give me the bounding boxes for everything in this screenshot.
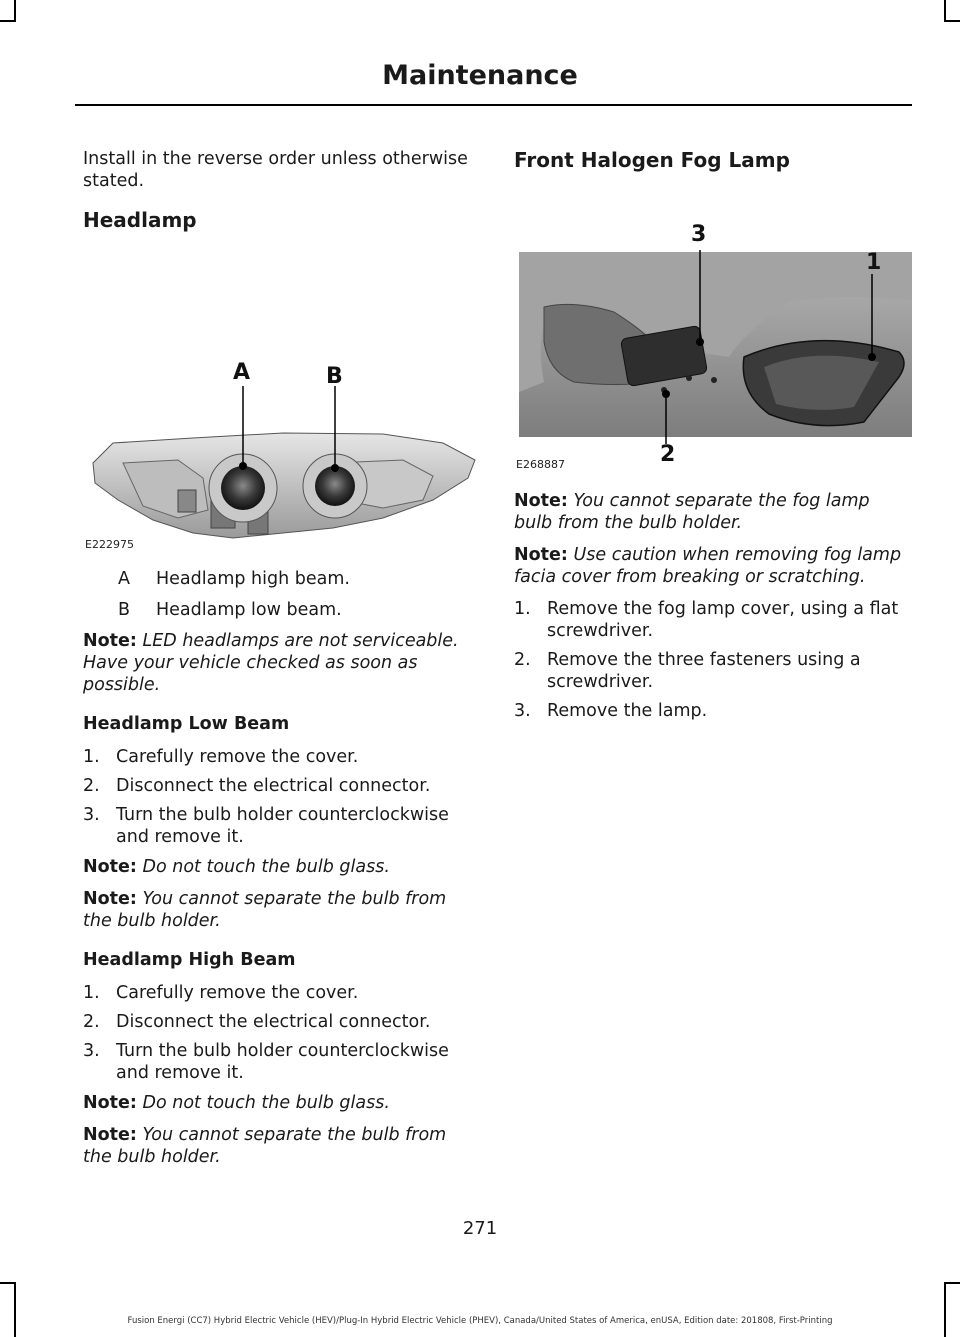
fog-lamp-heading: Front Halogen Fog Lamp	[514, 148, 790, 172]
callout-a: A	[233, 360, 251, 385]
crop-mark-bottom-left-v	[14, 1282, 16, 1337]
list-item	[83, 746, 477, 768]
intro-text: Install in the reverse order unless otherwise stated.	[83, 149, 468, 191]
figure-code: E222975	[85, 538, 134, 551]
step-text: Remove the three fasteners using a screwdriver.	[547, 650, 861, 692]
page-number: 271	[462, 1218, 498, 1239]
note-text: You cannot separate the bulb from the bulb holder.	[83, 1125, 447, 1167]
right-column	[514, 148, 912, 730]
step-number: 1.	[83, 983, 100, 1003]
note-text: You cannot separate the fog lamp bulb from the bulb holder.	[514, 491, 870, 533]
step-text: Turn the bulb holder counterclockwise and remove it.	[116, 1041, 449, 1083]
legend-text: Headlamp low beam.	[156, 600, 342, 620]
note-label: Note:	[514, 491, 568, 511]
crop-mark-top-right-v	[944, 0, 946, 22]
note-low-beam-2	[83, 888, 477, 932]
fog-lamp-steps	[514, 598, 912, 722]
headlamp-heading: Headlamp	[83, 208, 197, 232]
crop-mark-bottom-left-h	[0, 1282, 16, 1284]
legend-text: Headlamp high beam.	[156, 569, 350, 589]
crop-mark-top-right-h	[944, 20, 960, 22]
note-label: Note:	[514, 545, 568, 565]
note-label: Note:	[83, 857, 137, 877]
crop-mark-top-left-v	[14, 0, 16, 22]
footer-text: Fusion Energi (CC7) Hybrid Electric Vehicle (HEV)/Plug-In Hybrid Electric Vehicle (PHEV), Canada/United States of America, enUSA, Edition date: 201808, First-Printing	[127, 1316, 833, 1326]
list-item	[514, 598, 912, 642]
step-text: Turn the bulb holder counterclockwise and remove it.	[116, 805, 449, 847]
legend-key: A	[118, 569, 130, 589]
callout-b: B	[326, 364, 343, 389]
step-number: 2.	[514, 650, 531, 670]
crop-mark-bottom-right-v	[944, 1282, 946, 1337]
note-text: LED headlamps are not serviceable. Have your vehicle checked as soon as possible.	[83, 631, 459, 695]
step-number: 3.	[83, 1041, 100, 1061]
note-label: Note:	[83, 631, 137, 651]
headlamp-figure	[83, 238, 477, 568]
step-text: Carefully remove the cover.	[116, 983, 359, 1003]
high-beam-heading: Headlamp High Beam	[83, 950, 296, 970]
step-number: 1.	[514, 599, 531, 619]
note-text: Use caution when removing fog lamp facia cover from breaking or scratching.	[514, 545, 902, 587]
note-text: Do not touch the bulb glass.	[142, 1093, 390, 1113]
note-fog-2	[514, 544, 912, 588]
fog-lamp-illustration	[514, 182, 912, 472]
high-beam-steps	[83, 982, 477, 1084]
note-text: You cannot separate the bulb from the bulb holder.	[83, 889, 447, 931]
note-fog-1	[514, 490, 912, 534]
list-item	[83, 982, 477, 1004]
callout-2: 2	[660, 442, 676, 467]
note-label: Note:	[83, 1125, 137, 1145]
list-item	[83, 1040, 477, 1084]
crop-mark-top-left-h	[0, 20, 16, 22]
step-number: 1.	[83, 747, 100, 767]
step-text: Disconnect the electrical connector.	[116, 1012, 431, 1032]
step-number: 3.	[514, 701, 531, 721]
figure-code: E268887	[516, 458, 565, 471]
note-high-beam-2	[83, 1124, 477, 1168]
step-number: 3.	[83, 805, 100, 825]
list-item	[514, 649, 912, 693]
page-title: Maintenance	[382, 60, 578, 91]
left-column	[83, 148, 477, 1178]
legend-row	[83, 599, 477, 621]
step-text: Remove the fog lamp cover, using a flat screwdriver.	[547, 599, 899, 641]
callout-3: 3	[691, 222, 707, 247]
step-number: 2.	[83, 776, 100, 796]
header-rule	[75, 104, 912, 106]
callout-1: 1	[866, 250, 882, 275]
note-low-beam-1	[83, 856, 477, 878]
step-number: 2.	[83, 1012, 100, 1032]
note-label: Note:	[83, 889, 137, 909]
fog-lamp-figure	[514, 182, 912, 472]
legend-row	[83, 568, 477, 590]
note-high-beam-1	[83, 1092, 477, 1114]
step-text: Disconnect the electrical connector.	[116, 776, 431, 796]
low-beam-heading: Headlamp Low Beam	[83, 714, 290, 734]
crop-mark-bottom-right-h	[944, 1282, 960, 1284]
note-text: Do not touch the bulb glass.	[142, 857, 390, 877]
list-item	[83, 804, 477, 848]
legend-key: B	[118, 600, 131, 620]
note-label: Note:	[83, 1093, 137, 1113]
list-item	[514, 700, 912, 722]
note-led	[83, 630, 477, 696]
low-beam-steps	[83, 746, 477, 848]
headlamp-illustration	[83, 238, 477, 548]
step-text: Carefully remove the cover.	[116, 747, 359, 767]
list-item	[83, 775, 477, 797]
list-item	[83, 1011, 477, 1033]
step-text: Remove the lamp.	[547, 701, 708, 721]
